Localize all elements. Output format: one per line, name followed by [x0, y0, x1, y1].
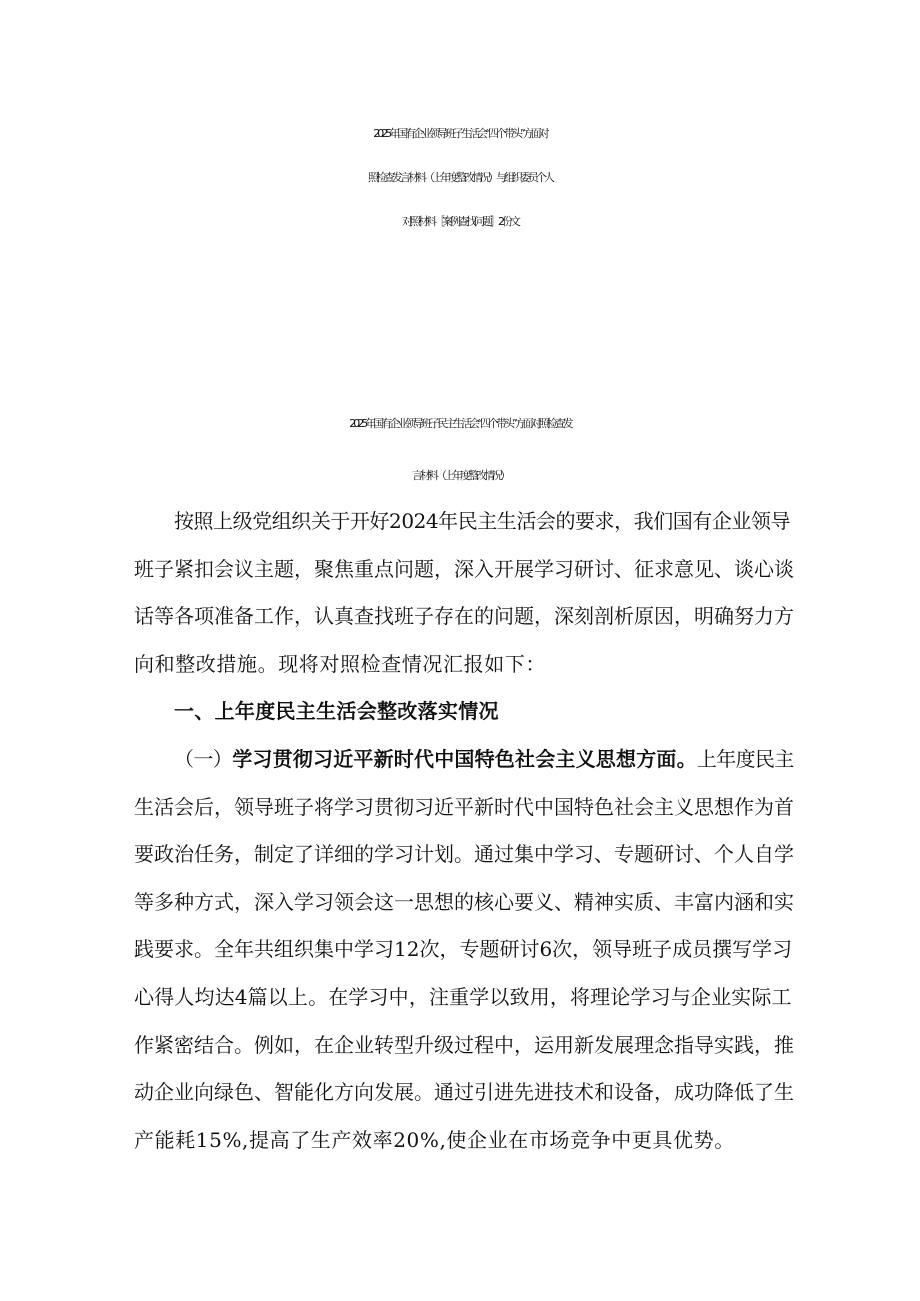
para1-line-5: 践要求。全年共组织集中学习12次，专题研讨6次，领导班子成员撰写学习	[134, 937, 793, 962]
para1-line-7: 作紧密结合。例如，在企业转型升级过程中，运用新发展理念指导实践，推	[134, 1032, 794, 1057]
para1-line-8: 动企业向绿色、智能化方向发展。通过引进先进技术和设备，成功降低了生	[134, 1080, 794, 1105]
intro-line-4: 向和整改措施。现将对照检查情况汇报如下：	[134, 651, 546, 676]
para1-line-3: 要政治任务，制定了详细的学习计划。通过集中学习、专题研讨、个人自学	[134, 842, 794, 867]
cover-title-line-1: 2025年国有企业领导班子生活会“四个带头”方面对	[373, 127, 547, 140]
para1-prefix: （一）	[174, 746, 233, 771]
document-body	[134, 498, 794, 1164]
para1-line-9: 产能耗15%,提高了生产效率20%,使企业在市场竞争中更具优势。	[134, 1127, 735, 1152]
intro-line-3: 话等各项准备工作，认真查找班子存在的问题，深刻剖析原因，明确努力方	[134, 604, 794, 629]
section-title	[0, 398, 920, 502]
para1-line-2: 生活会后，领导班子将学习贯彻习近平新时代中国特色社会主义思想作为首	[134, 794, 794, 819]
intro-line-1: 按照上级党组织关于开好2024年民主生活会的要求，我们国有企业领导	[174, 509, 791, 533]
para1-bold-lead: 学习贯彻习近平新时代中国特色社会主义思想方面。	[232, 746, 697, 771]
cover-title	[0, 112, 920, 244]
heading-1: 一、上年度民主生活会整改落实情况	[174, 699, 499, 724]
cover-title-line-2: 照检查发言材料（上年度整改情况）与组织委员个人	[368, 171, 552, 184]
section-title-line-2: 言材料（上年度整改情况）	[412, 469, 508, 482]
para1-line-6: 心得人均达4篇以上。在学习中，注重学以致用，将理论学习与企业实际工	[134, 984, 792, 1009]
intro-line-2: 班子紧扣会议主题，聚焦重点问题，深入开展学习研讨、征求意见、谈心谈	[134, 556, 794, 581]
para1-line-4: 等多种方式，深入学习领会这一思想的核心要义、精神实质、丰富内涵和实	[134, 889, 794, 914]
para1-line-1	[134, 736, 794, 784]
cover-title-line-3: 对照材料［案例查找问题］2份文	[402, 215, 518, 228]
section-title-line-1: 2025年国有企业领导班子民主生活会“四个带头”方面对照检查发	[349, 417, 571, 430]
para1-rest: 上年度民主	[696, 746, 794, 771]
